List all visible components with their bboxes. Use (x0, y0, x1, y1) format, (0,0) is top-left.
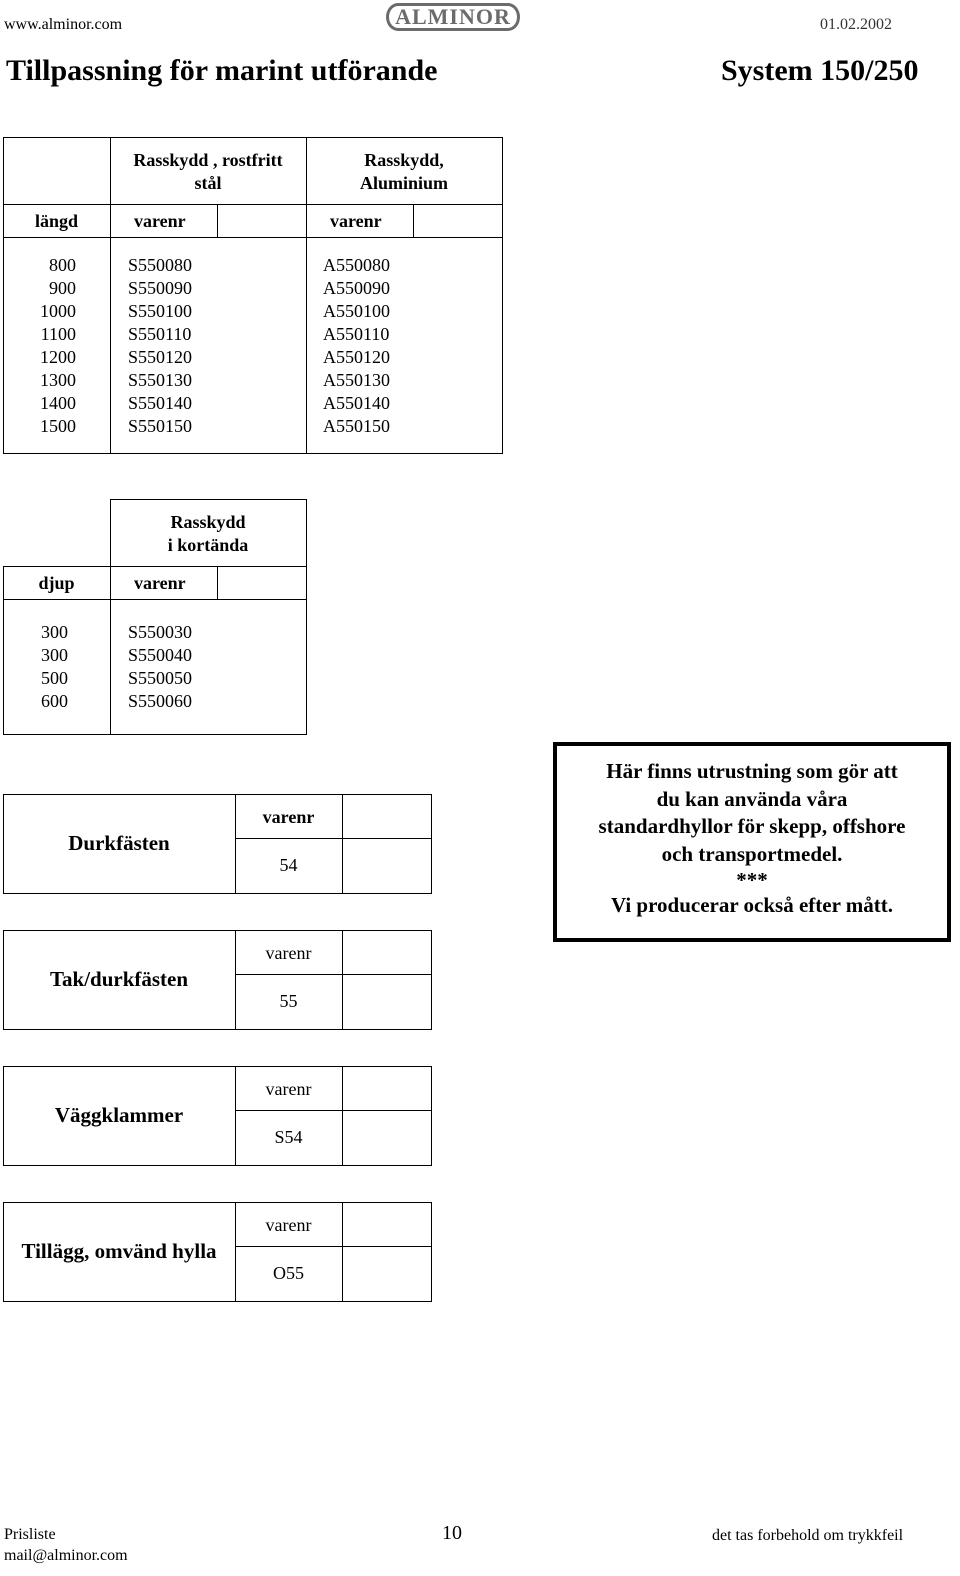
col-header-depth: djup (38, 573, 75, 593)
group-header-end-line1: Rasskydd (170, 512, 246, 532)
steel-part-number: S550090 (128, 278, 193, 298)
depth-value: 300 (41, 645, 68, 665)
group-header-alu-line2: Aluminium (359, 173, 449, 193)
inverted-shelf-addon-header: varenr (265, 1215, 312, 1235)
system-title: System 150/250 (721, 54, 919, 87)
ceiling-floor-mount-header: varenr (265, 943, 312, 963)
alu-part-number: A550130 (323, 370, 390, 390)
length-value: 1300 (40, 370, 76, 390)
steel-part-number: S550100 (128, 301, 193, 321)
inverted-shelf-addon-part-number: O55 (273, 1263, 304, 1283)
steel-part-number: S550150 (128, 416, 193, 436)
page-title: Tillpassning för marint utförande (6, 54, 438, 87)
ceiling-floor-mount-label: Tak/durkfästen (49, 967, 189, 991)
end-part-number: S550050 (128, 668, 193, 688)
col-header-end-varenr: varenr (134, 573, 186, 593)
website-url: www.alminor.com (4, 16, 123, 33)
col-header-length: längd (34, 211, 79, 231)
wall-clamp-header: varenr (265, 1079, 312, 1099)
notice-line: standardhyllor för skepp, offshore (598, 814, 906, 838)
end-part-number: S550040 (128, 645, 193, 665)
page-number: 10 (442, 1522, 462, 1544)
steel-part-number: S550140 (128, 393, 193, 413)
steel-part-number: S550120 (128, 347, 193, 367)
end-part-number: S550060 (128, 691, 193, 711)
length-value: 900 (49, 278, 76, 298)
length-value: 1100 (40, 324, 76, 344)
marine-notice-box (553, 742, 951, 942)
alu-part-number: A550140 (323, 393, 390, 413)
notice-line: och transportmedel. (661, 841, 843, 866)
inverted-shelf-addon-label: Tillägg, omvänd hylla (21, 1239, 217, 1263)
document-date: 01.02.2002 (820, 16, 892, 33)
depth-value: 300 (41, 622, 68, 642)
alu-part-number: A550150 (323, 416, 390, 436)
footer-disclaimer: det tas forbehold om trykkfeil (712, 1527, 904, 1544)
wall-clamp-label: Väggklammer (54, 1103, 184, 1127)
alminor-logo: ALMINOR (386, 3, 520, 31)
alu-part-number: A550080 (323, 255, 390, 275)
alu-part-number: A550110 (323, 324, 390, 344)
footer-pricelist: Prisliste (4, 1526, 56, 1543)
alu-part-number: A550120 (323, 347, 390, 367)
group-header-steel-line1: Rasskydd , rostfritt (133, 150, 283, 170)
length-value: 1200 (40, 347, 76, 367)
col-header-alu-varenr: varenr (330, 211, 382, 231)
length-value: 1400 (40, 393, 76, 413)
length-value: 800 (49, 255, 76, 275)
group-header-end-line2: i kortända (167, 535, 249, 555)
notice-line: du kan använda våra (656, 786, 848, 811)
floor-mount-part-number: 54 (279, 855, 298, 875)
floor-mount-header: varenr (262, 807, 315, 827)
alu-part-number: A550090 (323, 278, 390, 298)
notice-separator: *** (736, 868, 768, 892)
group-header-alu-line1: Rasskydd, (364, 150, 444, 170)
notice-line: Vi producerar också efter mått. (610, 893, 894, 917)
notice-line: Här finns utrustning som gör att (606, 759, 898, 783)
footer-email: mail@alminor.com (4, 1547, 128, 1564)
depth-value: 600 (41, 691, 68, 711)
length-value: 1500 (40, 416, 76, 436)
end-part-number: S550030 (128, 622, 193, 642)
ceiling-floor-mount-part-number: 55 (279, 991, 298, 1011)
steel-part-number: S550080 (128, 255, 193, 275)
floor-mount-label: Durkfästen (68, 831, 170, 855)
depth-value: 500 (41, 668, 68, 688)
steel-part-number: S550130 (128, 370, 193, 390)
alu-part-number: A550100 (323, 301, 390, 321)
steel-part-number: S550110 (128, 324, 192, 344)
wall-clamp-part-number: S54 (274, 1127, 303, 1147)
length-value: 1000 (40, 301, 76, 321)
group-header-steel-line2: stål (194, 173, 222, 193)
col-header-steel-varenr: varenr (134, 211, 186, 231)
